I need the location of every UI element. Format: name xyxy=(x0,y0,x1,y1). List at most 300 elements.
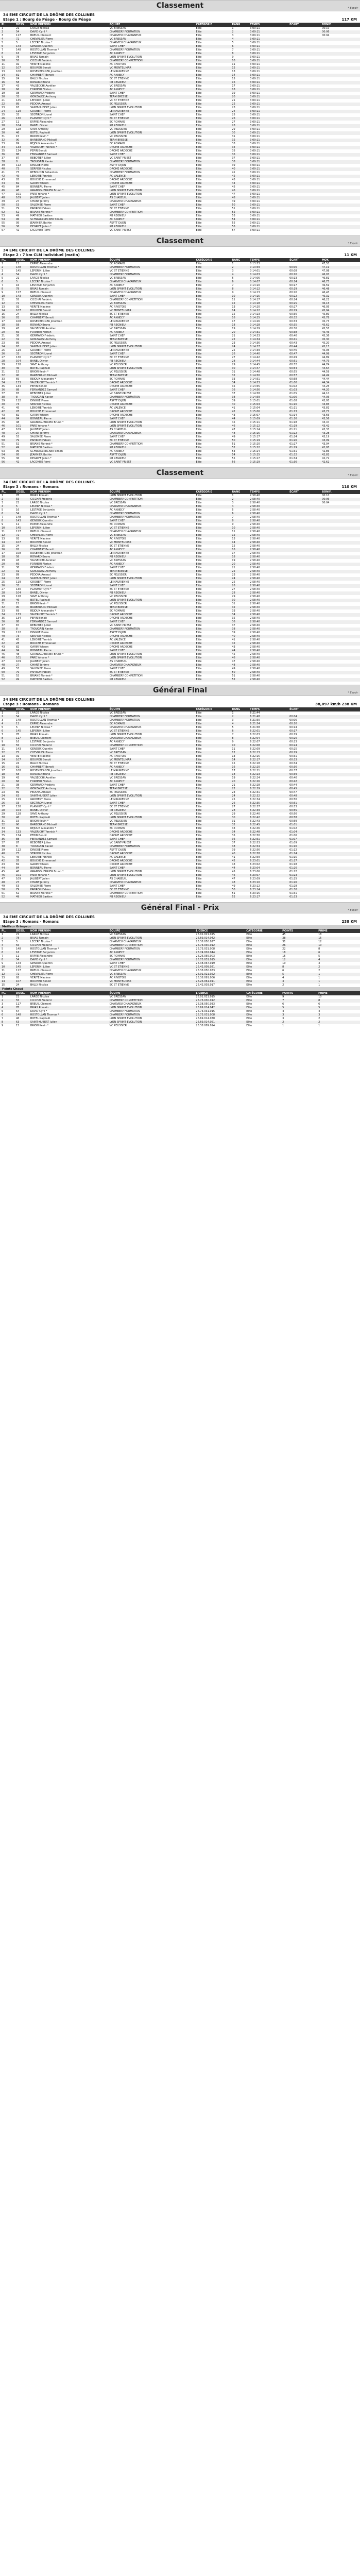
table-row xyxy=(0,225,360,229)
table-cell: Elite xyxy=(196,552,202,555)
table-cell: 33 xyxy=(15,352,20,355)
table-cell: Elite xyxy=(196,656,202,659)
table-cell: Elite xyxy=(196,185,202,189)
table-cell: 2:58:40 xyxy=(250,581,260,584)
table-cell: LYON SPRINT EVOLUTION xyxy=(109,577,142,580)
table-cell: 11 xyxy=(232,63,235,66)
table-cell: BOTEL Raphaël xyxy=(30,599,50,602)
table-row xyxy=(0,378,360,381)
table-cell xyxy=(320,885,360,888)
table-cell: LYON SPRINT EVOLUTION xyxy=(109,816,142,819)
table-cell: 6:22:43 xyxy=(250,820,260,823)
table-cell: 12 xyxy=(232,66,235,70)
table-cell: 20 xyxy=(232,95,235,98)
table-cell xyxy=(288,537,320,541)
table-cell: DINGUE Pierre xyxy=(30,399,49,402)
table-cell xyxy=(320,591,360,595)
table-cell: LESTAGE Benjamin xyxy=(30,509,55,512)
table-cell xyxy=(320,667,360,671)
table-cell xyxy=(320,838,360,841)
table-cell: 6:22:53 xyxy=(250,841,260,844)
table-cell: 38 xyxy=(2,160,5,163)
table-cell: GRANDGUERRIER Bruno * xyxy=(30,870,64,873)
table-cell: VC SAINT-PRIEST xyxy=(109,157,131,160)
table-cell: GONZALEZ Anthony xyxy=(30,787,57,790)
table-cell: 39 xyxy=(2,399,5,402)
table-cell: CICCHAI Frédéric xyxy=(30,999,53,1002)
table-cell: 112 xyxy=(15,849,21,852)
table-cell: 3 xyxy=(282,980,284,983)
table-cell: CICCHAI Frédéric xyxy=(30,744,53,747)
table-cell: CHAMBERY COMPETITION xyxy=(109,498,143,501)
table-cell: 56 xyxy=(2,225,5,228)
table-cell: 26.69.014.042 xyxy=(196,1006,215,1009)
table-cell: 2:58:40 xyxy=(250,638,260,641)
table-row xyxy=(0,1021,360,1024)
table-cell xyxy=(320,566,360,570)
table-cell: 6:22:39 xyxy=(250,809,260,812)
stage-name: Etape 2 : 7 km CLM individuel (matin) xyxy=(3,253,80,257)
table-cell: 0:15:09 xyxy=(250,417,260,420)
section-banner xyxy=(0,235,360,247)
table-cell: Elite xyxy=(196,222,202,225)
table-cell: 3:09:11 xyxy=(250,167,260,171)
table-cell: 6 xyxy=(232,512,234,515)
table-cell: JEANNIER Bathie xyxy=(30,222,52,225)
table-cell xyxy=(320,196,360,200)
table-cell: AC VALENCE xyxy=(109,406,126,410)
table-cell xyxy=(320,160,360,164)
race-title: 34 EME CIRCUIT DE LA DRÔME DES COLLINES xyxy=(3,480,95,484)
table-cell: 00:33 xyxy=(289,758,297,761)
table-cell: 6 xyxy=(2,1013,4,1016)
table-cell: 21 xyxy=(232,784,235,787)
table-cell xyxy=(320,856,360,859)
table-cell: 00:36 xyxy=(289,327,297,330)
table-cell: LESTAGE Benjamin xyxy=(30,740,55,743)
table-cell: 28 xyxy=(232,360,235,363)
table-cell: GARIN Yohann xyxy=(30,863,49,866)
table-cell: 44,25 xyxy=(322,385,330,388)
table-cell: Elite xyxy=(196,363,202,366)
table-cell: 143 xyxy=(15,45,21,48)
table-row xyxy=(0,1017,360,1021)
table-cell: 46,43 xyxy=(322,291,330,294)
table-cell: 16 xyxy=(232,316,235,319)
table-cell: 44,20 xyxy=(322,388,330,392)
table-cell: 2:58:40 xyxy=(250,602,260,605)
table-cell xyxy=(288,121,320,124)
table-row xyxy=(0,671,360,674)
table-cell: 54 xyxy=(232,453,235,456)
table-row xyxy=(0,56,360,59)
table-cell: 22 xyxy=(232,787,235,790)
table-cell: 57 xyxy=(2,229,5,232)
table-cell xyxy=(288,193,320,196)
table-row xyxy=(0,642,360,646)
table-cell: SAINT CHEF xyxy=(109,566,125,569)
table-cell: LARGE Nicolas xyxy=(30,711,49,715)
stage-line xyxy=(0,17,360,23)
table-cell xyxy=(320,678,360,682)
table-cell: VC MONTELIMAR xyxy=(109,758,131,761)
column-header: RANG xyxy=(232,708,241,711)
table-cell: RONARD Bruno xyxy=(30,773,50,776)
table-cell: MATHIEU Bastien xyxy=(30,446,53,449)
table-cell: 143 xyxy=(15,519,21,522)
table-cell: 25 xyxy=(232,349,235,352)
table-cell: 6:21:54 xyxy=(250,722,260,725)
table-cell: BARBERAND Mickaël xyxy=(30,606,57,609)
table-cell: EC ROMANS xyxy=(109,142,125,145)
table-cell: Elite xyxy=(196,457,202,460)
table-cell: 11 xyxy=(15,955,20,958)
table-cell: 42 xyxy=(2,410,5,413)
table-cell xyxy=(320,121,360,124)
table-cell: 7 xyxy=(2,516,4,519)
table-cell: 43,19 xyxy=(322,435,330,438)
column-header: ÉCART xyxy=(289,23,299,26)
table-cell: 01:04 xyxy=(289,831,297,834)
table-cell: 37 xyxy=(2,624,5,627)
table-cell: Elite xyxy=(246,951,252,954)
table-cell: Elite xyxy=(196,453,202,456)
table-cell xyxy=(288,160,320,164)
table-cell: 63 xyxy=(15,106,20,109)
table-cell: EC ST ETIENNE xyxy=(109,117,129,120)
table-cell xyxy=(320,103,360,106)
table-cell: 108 xyxy=(15,320,21,323)
table-cell: Elite xyxy=(196,888,202,891)
table-cell: 25 xyxy=(2,798,5,801)
table-cell: 28 xyxy=(15,642,20,645)
table-row xyxy=(0,287,360,291)
table-cell: 26 xyxy=(232,352,235,355)
table-row xyxy=(0,973,360,976)
table-cell: 3 xyxy=(2,719,4,722)
table-cell: 0:14:53 xyxy=(250,381,260,384)
banner-title: Général Final xyxy=(152,686,208,694)
table-cell: 26 xyxy=(2,117,5,120)
table-cell: 148 xyxy=(15,947,21,951)
table-cell xyxy=(320,512,360,516)
table-cell: Elite xyxy=(196,410,202,413)
table-cell: Elite xyxy=(196,534,202,537)
table-cell: 1 xyxy=(318,984,320,987)
table-cell: 0:15:15 xyxy=(250,432,260,435)
table-cell: CHARVIEU CHAVAGNEUX xyxy=(109,1003,142,1006)
table-cell: 2 xyxy=(232,715,234,718)
table-cell: 3:09:11 xyxy=(250,95,260,98)
table-cell: LARGE Nicolas xyxy=(30,27,49,30)
table-cell: 89 xyxy=(15,103,20,106)
table-cell xyxy=(320,171,360,175)
table-cell: 32 xyxy=(2,606,5,609)
table-cell: SERPOU Nicolas xyxy=(30,852,51,855)
table-cell: 0:14:56 xyxy=(250,388,260,392)
table-cell: 1 xyxy=(2,933,4,936)
table-cell: 34 xyxy=(2,831,5,834)
table-cell: SAINT CHEF xyxy=(109,838,125,841)
table-row xyxy=(0,277,360,280)
table-cell: Elite xyxy=(196,674,202,677)
table-cell: AC ANNECY xyxy=(109,52,125,55)
table-cell: 11 xyxy=(2,530,5,533)
table-cell: BANEL Olivier xyxy=(30,809,48,812)
prix-section xyxy=(0,902,360,1028)
table-row xyxy=(0,584,360,588)
table-cell: VALSECCHI Aurélien xyxy=(30,84,56,88)
table-cell: 49 xyxy=(15,446,20,449)
table-cell: DROME ARDECHE xyxy=(109,831,133,834)
table-cell: SAINT CHEF xyxy=(109,784,125,787)
header-row xyxy=(0,258,360,262)
column-header: ÉQUIPE xyxy=(109,259,121,262)
table-cell: 5 xyxy=(232,509,234,512)
table-cell: DROME ARDECHE xyxy=(109,167,133,171)
table-cell: 48 xyxy=(232,196,235,199)
table-cell: Elite xyxy=(196,214,202,217)
table-cell: LYON SPRINT EVOLUTION xyxy=(109,287,142,291)
table-cell: 82 xyxy=(15,863,20,866)
table-cell: 3:09:11 xyxy=(250,139,260,142)
table-cell: 2 xyxy=(2,937,4,940)
table-row xyxy=(0,356,360,360)
stage-name: Etape 3 : Romans - Romans xyxy=(3,485,59,489)
column-header: MOY. xyxy=(322,259,329,262)
table-cell: 3:09:11 xyxy=(250,113,260,116)
table-cell: 6 xyxy=(2,512,4,515)
table-cell: 45,89 xyxy=(322,313,330,316)
table-cell: Elite xyxy=(196,812,202,816)
table-cell: AC ANNECY xyxy=(109,780,125,783)
table-cell: AC ANNECY xyxy=(109,331,125,334)
table-cell: Elite xyxy=(196,370,202,374)
table-cell: GENOUX Quentin xyxy=(30,519,53,522)
table-row xyxy=(0,984,360,987)
table-cell xyxy=(320,762,360,766)
table-cell: 00:08 xyxy=(289,269,297,273)
table-cell: 46 xyxy=(2,656,5,659)
table-cell: 73 xyxy=(15,635,20,638)
table-cell: 46,59 xyxy=(322,284,330,287)
table-cell: 42 xyxy=(232,410,235,413)
table-cell xyxy=(320,751,360,755)
table-cell: 38 xyxy=(2,396,5,399)
table-cell: 7 xyxy=(232,284,234,287)
table-cell: 27 xyxy=(15,664,20,667)
table-cell xyxy=(320,135,360,139)
table-cell: 17 xyxy=(2,552,5,555)
table-cell: BOTEL Raphaël xyxy=(30,1017,50,1020)
column-header: DOSS. xyxy=(15,929,25,933)
table-cell: 46 xyxy=(232,874,235,877)
table-cell: 43 xyxy=(2,863,5,866)
table-cell: 10 xyxy=(318,995,322,998)
table-cell: 16 xyxy=(15,740,20,743)
table-body xyxy=(0,933,360,987)
table-cell: 11 xyxy=(232,748,235,751)
table-cell: CHARVIEU CHAVAGNEUX xyxy=(109,664,142,667)
table-cell xyxy=(288,660,320,664)
table-cell xyxy=(288,711,320,715)
table-cell: 47 xyxy=(2,193,5,196)
table-cell xyxy=(320,164,360,167)
table-cell: CHAMBERT Benoit xyxy=(30,766,54,769)
table-cell: EC ST ETIENNE xyxy=(109,671,129,674)
table-cell: Elite xyxy=(196,852,202,855)
table-cell: Elite xyxy=(196,798,202,801)
table-row xyxy=(0,831,360,834)
table-cell: 15 xyxy=(318,937,322,940)
table-cell: 45 xyxy=(232,421,235,424)
table-cell: 3:09:11 xyxy=(250,48,260,52)
table-cell: CHAMBERY FORMATION xyxy=(109,48,140,52)
table-cell: FORNERI Florian xyxy=(30,563,52,566)
table-cell: 148 xyxy=(15,516,21,519)
table-cell: 6 xyxy=(2,280,4,283)
table-row xyxy=(0,599,360,602)
table-cell: Elite xyxy=(196,512,202,515)
table-cell: Elite xyxy=(246,958,252,961)
table-cell: 21 xyxy=(15,995,20,998)
table-cell: 96 xyxy=(15,450,20,453)
table-cell: ROSTOLLAN Thomas * xyxy=(30,266,59,269)
table-header xyxy=(0,23,360,27)
table-cell: Elite xyxy=(246,1003,252,1006)
table-cell: 3:09:11 xyxy=(250,84,260,88)
table-cell: Elite xyxy=(196,74,202,77)
table-cell: 48 xyxy=(2,664,5,667)
table-cell: 12 xyxy=(232,751,235,754)
table-cell: 00:49 xyxy=(289,356,297,359)
table-cell: 63 xyxy=(15,1021,20,1024)
table-cell: 0:15:11 xyxy=(250,421,260,424)
banner-title: Classement xyxy=(156,237,204,245)
table-cell xyxy=(320,157,360,160)
table-cell xyxy=(320,38,360,41)
table-cell: BRIAS Romain xyxy=(30,287,49,291)
table-cell xyxy=(320,730,360,733)
table-cell: 6:22:04 xyxy=(250,737,260,740)
table-cell: 30 xyxy=(2,599,5,602)
table-cell: RB REGNIEU xyxy=(109,555,126,558)
table-cell xyxy=(288,591,320,595)
table-cell xyxy=(320,131,360,135)
table-cell: 00:20 xyxy=(289,737,297,740)
table-cell: 36 xyxy=(2,388,5,392)
table-cell: 35 xyxy=(2,617,5,620)
table-cell xyxy=(320,737,360,740)
table-cell: EC ROMANS xyxy=(109,378,125,381)
table-cell: 16 xyxy=(2,548,5,551)
table-cell xyxy=(320,142,360,146)
table-cell: LESTAGE Benjamin xyxy=(30,951,55,954)
table-cell: VC BRESSAN xyxy=(109,277,126,280)
table-cell: 4 xyxy=(282,1010,284,1013)
table-cell: LESTAGE Benjamin xyxy=(30,284,55,287)
table-cell: Elite xyxy=(196,204,202,207)
table-cell: 01:09 xyxy=(289,841,297,844)
table-cell xyxy=(320,617,360,620)
table-cell: 40 xyxy=(232,852,235,855)
table-cell: 43,47 xyxy=(322,421,330,424)
table-cell: 0:14:31 xyxy=(250,331,260,334)
table-cell: 30 xyxy=(232,131,235,134)
table-cell: CHANT Jérémy xyxy=(30,200,49,203)
table-cell: Elite xyxy=(196,262,202,265)
table-cell: 48 xyxy=(2,432,5,435)
table-cell: 8 xyxy=(15,396,18,399)
table-cell: BOUCHE Emmanuel xyxy=(30,410,56,413)
table-row xyxy=(0,84,360,88)
table-row xyxy=(0,457,360,461)
table-cell xyxy=(320,573,360,577)
table-cell: BRIANE Florimé * xyxy=(30,443,53,446)
table-cell: Elite xyxy=(196,124,202,127)
table-cell: 9 xyxy=(282,995,284,998)
table-cell: PEDOYA Arnaud xyxy=(30,791,51,794)
table-cell: Elite xyxy=(246,973,252,976)
table-cell: 81 xyxy=(15,766,20,769)
table-cell: Elite xyxy=(196,816,202,819)
table-cell: BOUCHE Emmanuel xyxy=(30,859,56,862)
column-header: PL. xyxy=(2,259,6,262)
table-cell xyxy=(320,200,360,204)
table-cell: 3 xyxy=(2,940,4,943)
table-cell: 0:14:39 xyxy=(250,349,260,352)
table-cell: 53 xyxy=(15,885,20,888)
table-cell: 3:09:11 xyxy=(250,135,260,138)
table-cell xyxy=(320,653,360,656)
table-cell: RONARD Bruno xyxy=(30,324,50,327)
table-cell: 52 xyxy=(232,446,235,449)
table-row xyxy=(0,566,360,570)
table-cell: CHAMBERY FORMATION xyxy=(109,958,140,961)
table-cell: 119 xyxy=(15,110,21,113)
table-cell: GRANDGUERRIER Bruno * xyxy=(30,189,64,192)
table-row xyxy=(0,432,360,435)
table-cell: VERITE Maxime xyxy=(30,537,50,540)
table-cell: 48 xyxy=(2,196,5,199)
table-cell: Elite xyxy=(196,523,202,526)
table-cell: GENOUX Quentin xyxy=(30,295,53,298)
table-cell: 45 xyxy=(232,870,235,873)
table-cell: Elite xyxy=(246,1017,252,1020)
table-cell: FERNANDEZ Samuel xyxy=(30,620,57,623)
stage-distance: 238 KM xyxy=(341,920,357,924)
table-cell: GERMANO Frédéric xyxy=(30,92,55,95)
table-cell: PLANHOT Cyril * xyxy=(30,588,52,591)
table-cell: Elite xyxy=(196,664,202,667)
table-cell: 26.01.021.015 xyxy=(196,995,215,998)
table-cell xyxy=(320,892,360,895)
table-cell xyxy=(320,791,360,794)
table-row xyxy=(0,962,360,965)
table-cell: Elite xyxy=(196,885,202,888)
table-cell: 29 xyxy=(2,363,5,366)
table-cell: 2:58:40 xyxy=(250,555,260,558)
table-cell: JALIBERT Julien xyxy=(30,660,49,663)
table-cell: SAINT CHEF xyxy=(109,295,125,298)
table-cell: 30 xyxy=(2,816,5,819)
table-cell: 00:13 xyxy=(289,277,297,280)
table-cell: 45 xyxy=(232,653,235,656)
table-cell: DAVID Cyril * xyxy=(30,958,47,961)
table-cell: DAVID Cyril * xyxy=(30,715,47,718)
table-cell: Elite xyxy=(196,63,202,66)
table-cell: CHARVIEU CHAVAGNEUX xyxy=(109,726,142,729)
